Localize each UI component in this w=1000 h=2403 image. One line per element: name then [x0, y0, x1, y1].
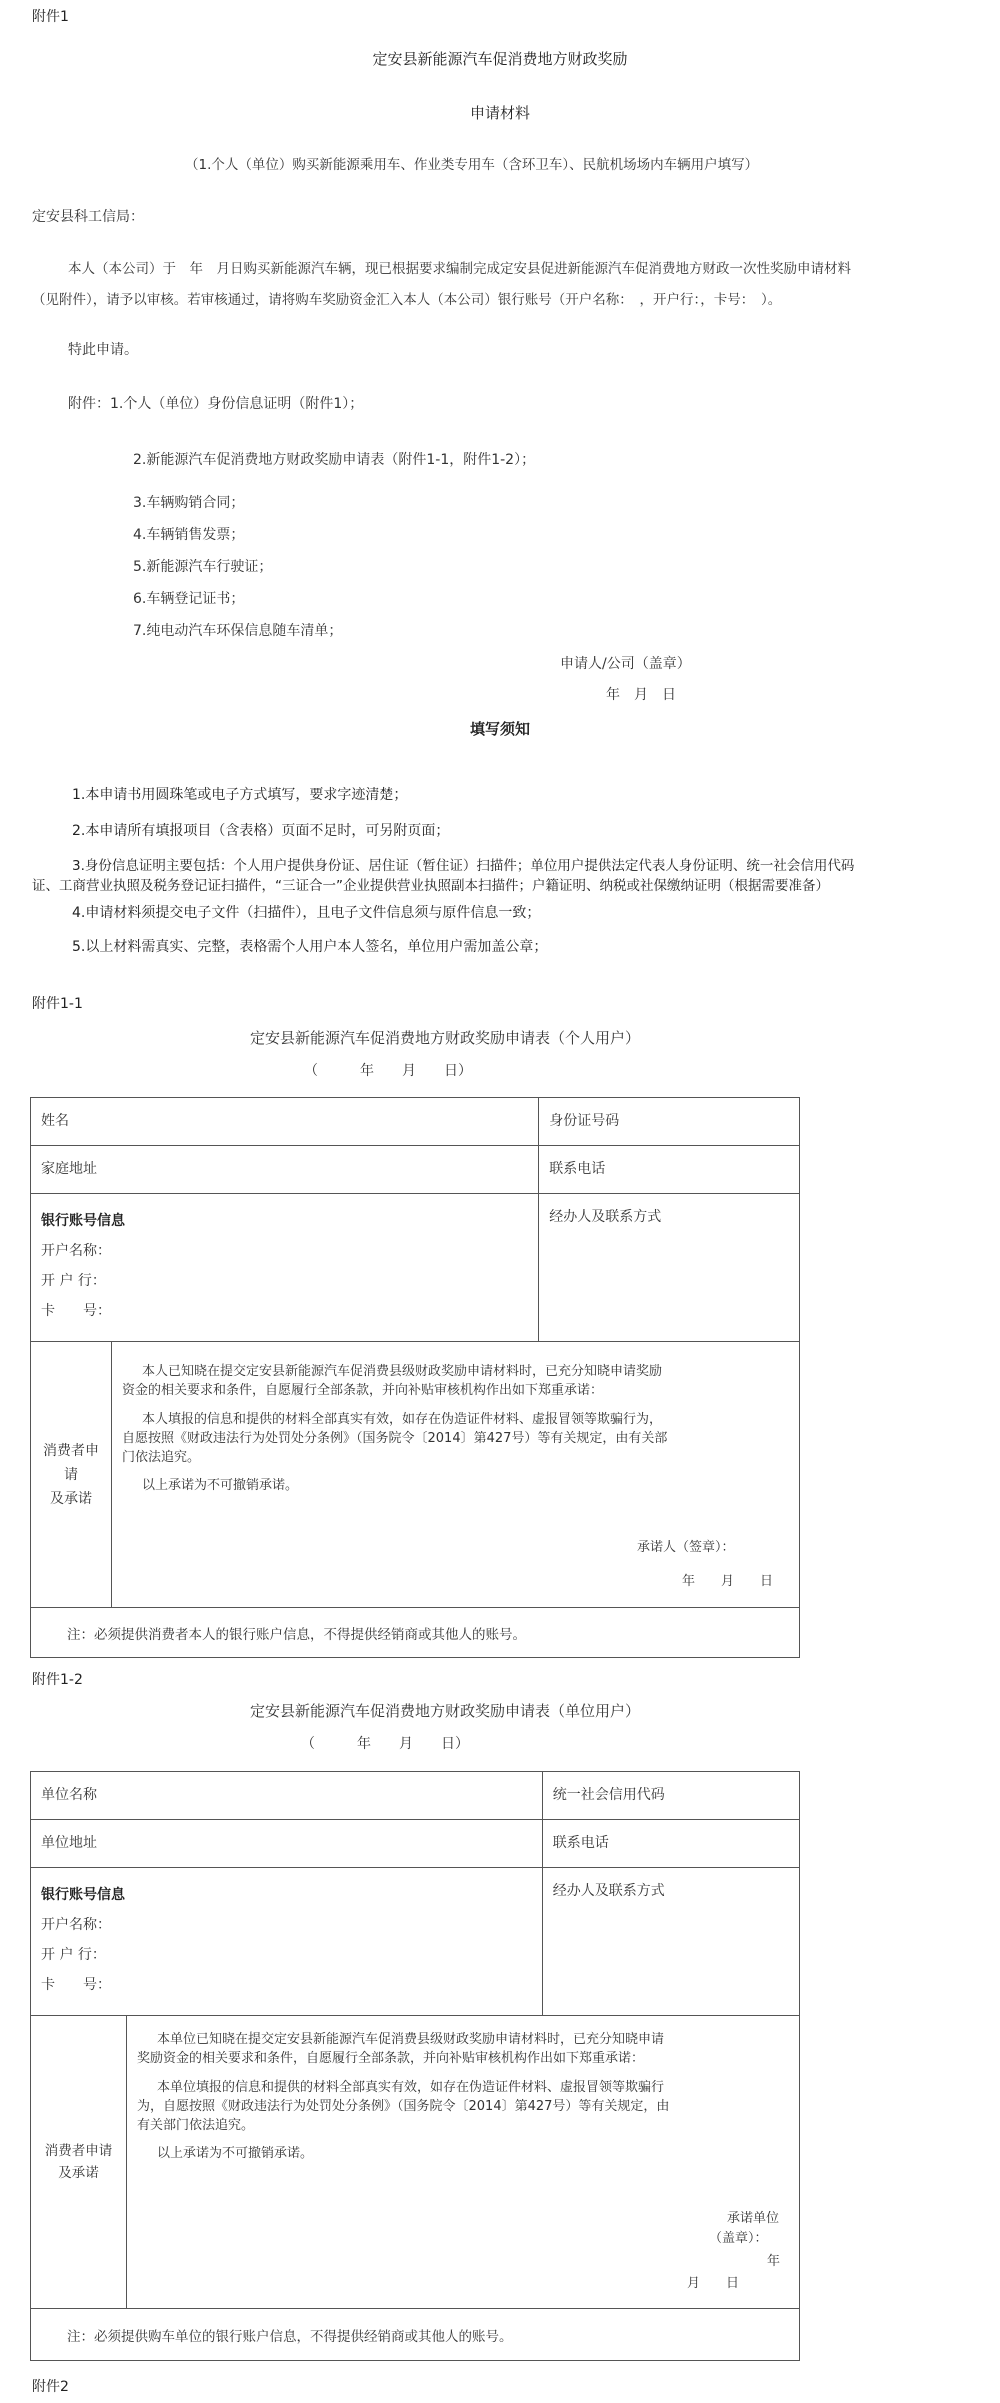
pledge-label: 消费者申请 — [44, 2143, 113, 2159]
pledger-unit: 承诺单位 — [727, 2211, 780, 2226]
attachment-item: 4.车辆销售发票； — [133, 527, 245, 543]
agent-contact-cell[interactable] — [539, 1194, 800, 1342]
bank-info-title: 银行账号信息 — [41, 1213, 125, 1229]
special-request: 特此申请。 — [68, 342, 138, 358]
unit-footnote-cell — [31, 2309, 800, 2361]
pledge-label: 请 — [64, 1466, 78, 1483]
bank-name-label: 开户名称： — [41, 1917, 111, 1933]
attachment-item: 6.车辆登记证书； — [133, 591, 245, 607]
personal-form-title: 定安县新能源汽车促消费地方财政奖励申请表（个人用户） — [249, 1029, 640, 1047]
pledger-seal: （盖章）： — [709, 2231, 768, 2246]
personal-form-date: （ 年 月 日） — [304, 1063, 472, 1079]
pledge-date: 年 月 日 — [682, 1574, 774, 1589]
pledge-label: 及承诺 — [58, 2165, 99, 2181]
pledge-paragraph: 本人已知晓在提交定安县新能源汽车促消费县级财政奖励申请材料时，已充分知晓申请奖励 — [142, 1364, 663, 1379]
id-number-cell[interactable] — [539, 1098, 800, 1146]
footnote-cell — [31, 1608, 800, 1658]
unit-form-title: 定安县新能源汽车促消费地方财政奖励申请表（单位用户） — [249, 1702, 640, 1720]
bank-branch-label: 开 户 行： — [41, 1273, 106, 1289]
bank-info-cell[interactable] — [31, 1194, 539, 1342]
pledge-label: 及承诺 — [50, 1490, 92, 1507]
attachment-item: 附件：1.个人（单位）身份信息证明（附件1）； — [68, 396, 364, 412]
unit-pledge-content-cell — [127, 2016, 800, 2309]
pledge-paragraph: 自愿按照《财政违法行为处罚处分条例》（国务院令〔2014〕第427号）等有关规定，由有关部 — [122, 1431, 668, 1446]
unit-address-cell[interactable] — [31, 1820, 543, 1868]
pledger-signature: 承诺人（签章）： — [637, 1540, 735, 1555]
pledge-content-cell — [112, 1342, 800, 1608]
pledge-paragraph: 为，自愿按照《财政违法行为处罚处分条例》（国务院令〔2014〕第427号）等有关规定，由 — [137, 2099, 670, 2114]
id-number-label: 身份证号码 — [549, 1113, 620, 1129]
pledge-paragraph: 以上承诺为不可撤销承诺。 — [142, 1478, 299, 1493]
attachment-item: 7.纯电动汽车环保信息随车清单； — [133, 623, 343, 639]
unit-agent-contact-cell[interactable] — [542, 1868, 799, 2016]
name-label: 姓名 — [41, 1113, 69, 1129]
unit-footnote: 注：必须提供购车单位的银行账户信息，不得提供经销商或其他人的账号。 — [67, 2328, 513, 2345]
pledge-paragraph: 资金的相关要求和条件，自愿履行全部条款，并向补贴审核机构作出如下郑重承诺： — [122, 1383, 604, 1398]
pledge-paragraph: 门依法追究。 — [122, 1450, 201, 1465]
phone-label: 联系电话 — [549, 1161, 606, 1177]
unit-bank-info-cell[interactable] — [31, 1868, 543, 2016]
credit-code-label: 统一社会信用代码 — [552, 1787, 665, 1803]
unit-address-label: 单位地址 — [41, 1835, 97, 1851]
home-address-cell[interactable] — [31, 1146, 539, 1194]
phone-cell[interactable] — [539, 1146, 800, 1194]
attachment-item: 3.车辆购销合同； — [133, 495, 245, 511]
instruction-item: 4.申请材料须提交电子文件（扫描件），且电子文件信息须与原件信息一致； — [72, 905, 541, 921]
bank-card-label: 卡 号： — [41, 1977, 111, 1993]
instruction-item: 2.本申请所有填报项目（含表格）页面不足时，可另附页面； — [72, 823, 450, 839]
instructions-title: 填写须知 — [469, 720, 530, 738]
bank-name-label: 开户名称： — [41, 1243, 111, 1259]
scope-note: （1.个人（单位）购买新能源乘用车、作业类专用车（含环卫车）、民航机场场内车辆用户填写） — [185, 157, 759, 173]
annex-1-2-label: 附件1-2 — [32, 1672, 83, 1688]
pledge-paragraph: 有关部门依法追究。 — [137, 2118, 255, 2133]
bank-branch-label: 开 户 行： — [41, 1947, 106, 1963]
pledge-paragraph: 以上承诺为不可撤销承诺。 — [157, 2146, 314, 2161]
pledge-paragraph: 本人填报的信息和提供的材料全部真实有效，如存在伪造证件材料、虚报冒领等欺骗行为， — [142, 1412, 663, 1427]
pledge-label-cell — [31, 1342, 112, 1608]
signature-date: 年 月 日 — [606, 687, 676, 703]
annex-1-1-label: 附件1-1 — [32, 996, 83, 1012]
addressee: 定安县科工信局： — [32, 209, 144, 225]
personal-form-table — [30, 1097, 800, 1658]
credit-code-cell[interactable] — [542, 1772, 799, 1820]
body-line-1: 本人（本公司）于 年 月日购买新能源汽车辆，现已根据要求编制完成定安县促进新能源汽车促消费地方财政一次性奖励申请材料 — [68, 261, 851, 277]
agent-contact-label: 经办人及联系方式 — [552, 1883, 665, 1899]
page-subtitle: 申请材料 — [469, 104, 530, 122]
pledge-year: 年 — [767, 2254, 781, 2269]
pledge-paragraph: 奖励资金的相关要求和条件，自愿履行全部条款，并向补贴审核机构作出如下郑重承诺： — [137, 2051, 645, 2066]
applicant-signature: 申请人/公司（盖章） — [560, 656, 691, 672]
unit-form-date: （ 年 月 日） — [301, 1736, 469, 1752]
annex1-label: 附件1 — [32, 9, 69, 25]
unit-form-table — [30, 1771, 800, 2361]
unit-phone-label: 联系电话 — [552, 1835, 609, 1851]
instruction-item: 证、工商营业执照及税务登记证扫描件，“三证合一”企业提供营业执照副本扫描件；户籍证明、纳税或社保缴纳证明（根据需要准备） — [32, 878, 829, 894]
annex2-label: 附件2 — [32, 2379, 69, 2395]
instruction-item: 5.以上材料需真实、完整，表格需个人用户本人签名，单位用户需加盖公章； — [72, 939, 548, 955]
attachment-item: 5.新能源汽车行驶证； — [133, 559, 273, 575]
agent-contact-label: 经办人及联系方式 — [549, 1209, 662, 1225]
unit-name-label: 单位名称 — [41, 1787, 97, 1803]
home-address-label: 家庭地址 — [41, 1161, 97, 1177]
bank-info-title: 银行账号信息 — [41, 1887, 125, 1903]
pledge-month-day: 月 日 — [687, 2276, 740, 2291]
personal-footnote: 注：必须提供消费者本人的银行账户信息，不得提供经销商或其他人的账号。 — [67, 1626, 526, 1643]
instruction-item: 1.本申请书用圆珠笔或电子方式填写，要求字迹清楚； — [72, 787, 408, 803]
body-line-2: （见附件），请予以审核。若审核通过，请将购车奖励资金汇入本人（本公司）银行账号（开户名称： ，开户行：，卡号： ）。 — [32, 292, 782, 308]
bank-card-label: 卡 号： — [41, 1303, 111, 1319]
unit-name-cell[interactable] — [31, 1772, 543, 1820]
pledge-paragraph: 本单位已知晓在提交定安县新能源汽车促消费县级财政奖励申请材料时，已充分知晓申请 — [157, 2032, 665, 2047]
unit-phone-cell[interactable] — [542, 1820, 799, 1868]
name-cell[interactable] — [31, 1098, 539, 1146]
page-title: 定安县新能源汽车促消费地方财政奖励 — [372, 50, 628, 68]
attachment-item: 2.新能源汽车促消费地方财政奖励申请表（附件1-1，附件1-2）； — [133, 452, 536, 468]
unit-pledge-label-cell — [31, 2016, 127, 2309]
pledge-label: 消费者申 — [43, 1442, 99, 1459]
pledge-paragraph: 本单位填报的信息和提供的材料全部真实有效，如存在伪造证件材料、虚报冒领等欺骗行 — [157, 2080, 665, 2095]
instruction-item: 3.身份信息证明主要包括：个人用户提供身份证、居住证（暂住证）扫描件；单位用户提供法定代表人身份证明、统一社会信用代码 — [72, 858, 855, 874]
